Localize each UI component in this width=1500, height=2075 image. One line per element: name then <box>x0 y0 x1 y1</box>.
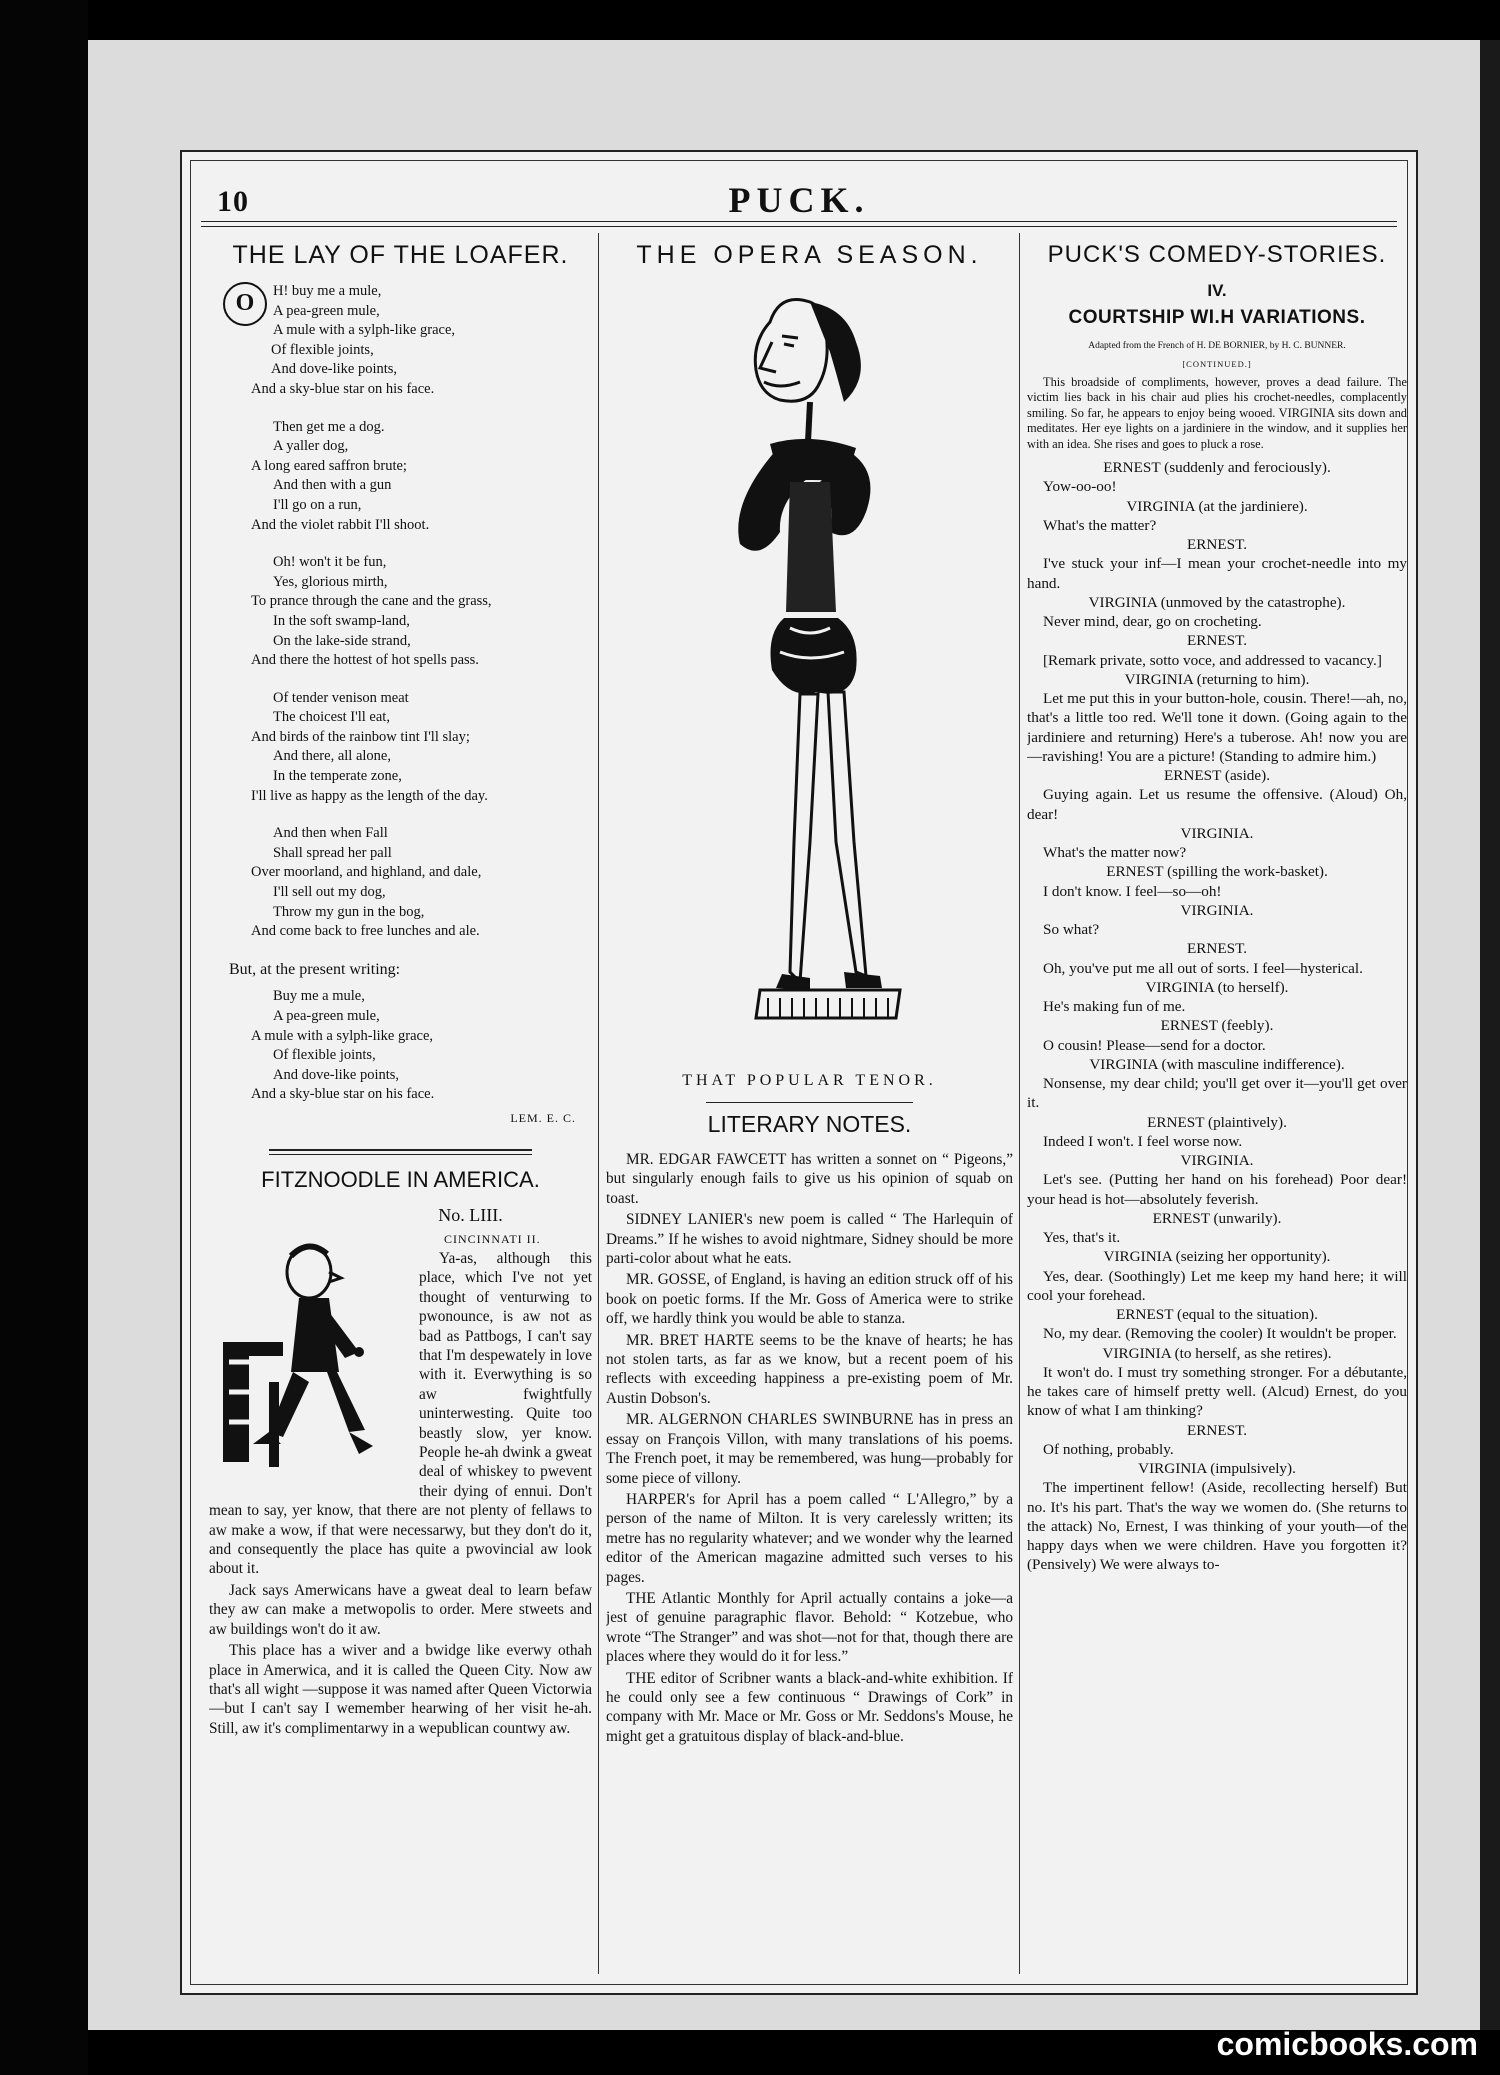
poem-interlude: But, at the present writing: <box>229 960 401 978</box>
note-paragraph: MR. EDGAR FAWCETT has written a sonnet on “ Pigeons,” but singularly enough fails to give us his opinion of squab on toast. <box>606 1151 1013 1207</box>
note-paragraph: MR. GOSSE, of England, is having an edition struck off of his book on poetic forms. If the Mr. Goss of America were to strike off, we hardly think you would be able to stanza. <box>606 1271 1013 1328</box>
poem-line: And dove-like points, <box>271 361 398 378</box>
poem-line: And come back to free lunches and ale. <box>251 923 480 940</box>
article-paragraph: This place has a wiver and a bwidge like everwy othah place in Amerwica, and it is called the Queen City. Now aw that's all wight —suppose it was named after Queen Victorwia —but I can't say I wemember hearwing of her visit he-ah. Still, aw it's complimentarwy in a wepublican countwy aw. <box>209 1642 592 1737</box>
note-paragraph: HARPER's for April has a poem called “ L'Allegro,” by a person of the name of Milton. It is very carelessly written; its metre has no regularity whatever; and we wonder why the learned editor of the American magazine admitted such verses to his pages. <box>606 1490 1013 1586</box>
column-divider <box>1019 233 1020 1974</box>
poem-line: In the temperate zone, <box>273 768 402 785</box>
poem-line: Buy me a mule, <box>273 988 365 1005</box>
dialogue-line: Indeed I won't. I feel worse now. <box>1043 1132 1243 1150</box>
dialogue-line: Yes, dear. (Soothingly) Let me keep my hand here; it will cool your forehead. <box>1027 1267 1407 1304</box>
poem-stanza <box>209 824 592 942</box>
dialogue-line: Guying again. Let us resume the offensive. (Aloud) Oh, dear! <box>1027 786 1407 823</box>
poem-line: And the violet rabbit I'll shoot. <box>251 516 430 533</box>
article-number: No. LIII. <box>438 1204 503 1225</box>
masthead: PUCK. <box>728 180 870 220</box>
poem <box>209 282 592 1129</box>
poem-line: And a sky-blue star on his face. <box>251 380 435 397</box>
speaker-cue: ERNEST (plaintively). <box>1147 1113 1287 1131</box>
dialogue-line: Never mind, dear, go on crocheting. <box>1043 613 1262 631</box>
dialogue-line: O cousin! Please—send for a doctor. <box>1043 1036 1266 1054</box>
poem-stanza <box>209 553 592 671</box>
poem-line: Yes, glorious mirth, <box>273 573 388 590</box>
note-paragraph: THE Atlantic Monthly for April actually contains a joke—a jest of genuine paragraphic flavor. Behold: “ Kotzebue, who wrote “The Stranger” and was shot—not for that, though there are places where they would do it for less.” <box>606 1589 1013 1666</box>
page-number: 10 <box>217 185 249 218</box>
column-left <box>209 233 592 1974</box>
illustration-caption: THAT POPULAR TENOR. <box>682 1072 937 1089</box>
dialogue-line: I've stuck your inf—I mean your crochet-needle into my hand. <box>1027 555 1407 592</box>
poem-line: A mule with a sylph-like grace, <box>273 322 456 339</box>
poem-line: H! buy me a mule, <box>273 283 382 299</box>
story-credit: Adapted from the French of H. DE BORNIER, by H. C. BUNNER. <box>1088 341 1346 351</box>
fitznoodle-illustration <box>209 1232 409 1482</box>
speaker-cue: ERNEST. <box>1186 940 1248 958</box>
dialogue-line: Nonsense, my dear child; you'll get over it—you'll get over it. <box>1027 1075 1407 1112</box>
watermark: comicbooks.com <box>1216 2026 1478 2062</box>
article-location: CINCINNATI II. <box>444 1231 541 1246</box>
section-rule <box>706 1102 913 1103</box>
stage-direction: This broadside of compliments, however, proves a dead failure. The victim lies back in his chair aud plies his crochet-needles, complacently smiling. So far, he appears to enjoy being wooed. VIRGINIA sits down and meditates. Her eye lights on a jardiniere in the window, and it supplies her with an idea. She rises and goes to pluck a rose. <box>1027 375 1407 451</box>
comedy-stories-title: PUCK'S COMEDY-STORIES. <box>1047 241 1387 268</box>
poem-line: And birds of the rainbow tint I'll slay; <box>251 728 470 745</box>
dialogue-line: Let me put this in your button-hole, cousin. There!—ah, no, that's a little too red. We'll tone it down. (Going again to the jardiniere and returning) Here's a tuberose. Ah! now you are —ravishing! You are a picture! (Standing to admire him.) <box>1027 690 1407 765</box>
note-paragraph: MR. BRET HARTE seems to be the knave of hearts; he has not stolen tarts, as far as we know, but a recent poem of his reflects with exceeding happiness a pre-existing poem of Mr. Austin Dobson's. <box>606 1331 1013 1407</box>
poem-line: I'll live as happy as the length of the day. <box>251 787 488 804</box>
poem-line: Shall spread her pall <box>273 844 392 861</box>
poem-line: The choicest I'll eat, <box>273 709 390 726</box>
speaker-cue: ERNEST. <box>1186 632 1248 650</box>
speaker-cue: VIRGINIA (to herself, as she retires). <box>1102 1344 1332 1362</box>
dialogue-line: What's the matter? <box>1043 516 1157 534</box>
scan-border <box>0 0 88 2075</box>
poem-line: Over moorland, and highland, and dale, <box>251 864 482 881</box>
tenor-caricature <box>660 282 960 1068</box>
speaker-cue: VIRGINIA (seizing her opportunity). <box>1103 1248 1331 1266</box>
speaker-cue: VIRGINIA (unmoved by the catastrophe). <box>1088 593 1346 611</box>
column-middle <box>606 233 1013 1974</box>
column-right <box>1027 233 1407 1974</box>
note-paragraph: THE editor of Scribner wants a black-and-white exhibition. If he could only see a few continuous “ Drawings of Cork” in company with Mr. Mace or Mr. Goss or Mr. Seddons's Mouse, he might get a gratuitous display of black-and-blue. <box>606 1669 1013 1745</box>
poem-line: A pea-green mule, <box>273 1008 380 1024</box>
poem-line: Of flexible joints, <box>273 1047 376 1064</box>
dialogue-line: The impertinent fellow! (Aside, recollecting herself) But no. It's his part. That's the way we women do. (She returns to the attack) No, Ernest, I was thinking of your youth—of the happy days when we were children. Have you forgotten it? (Pensively) We were always to- <box>1027 1479 1407 1574</box>
page-frame <box>190 160 1408 1985</box>
drop-cap: O <box>223 282 267 326</box>
poem-line: I'll sell out my dog, <box>273 884 386 901</box>
poem-line: In the soft swamp-land, <box>273 612 410 629</box>
story-number: IV. <box>1207 281 1227 300</box>
poem-title: THE LAY OF THE LOAFER. <box>232 241 569 269</box>
page-edge-shadow <box>1480 40 1500 2030</box>
dialogue-line: No, my dear. (Removing the cooler) It wouldn't be proper. <box>1043 1325 1397 1343</box>
opera-title: THE OPERA SEASON. <box>636 241 983 269</box>
header-rule <box>201 221 1397 227</box>
dialogue-line: He's making fun of me. <box>1043 998 1186 1016</box>
speaker-cue: ERNEST (spilling the work-basket). <box>1106 863 1328 881</box>
dialogue-line: Oh, you've put me all out of sorts. I feel—hysterical. <box>1043 959 1363 977</box>
column-divider <box>598 233 599 1974</box>
dialogue-line: [Remark private, sotto voce, and addressed to vacancy.] <box>1043 651 1382 669</box>
speaker-cue: VIRGINIA (returning to him). <box>1124 670 1310 688</box>
article-body <box>209 1230 592 1739</box>
poem-line: And then when Fall <box>273 825 388 842</box>
article-paragraph: Ya-as, although this place, which I've not yet thought of venturwing to pwonounce, is aw not as bad as Pattbogs, I can't say that I'm despewately in love with it. Everwything is so aw fwightfully uninterwesting. Quite too beastly slow, yer know. People he-ah dwink a gweat deal of whiskey to pwevent their dying of ennui. Don't mean to say, yer know, that there are not plenty of fellaws to aw make a wow, if that were necessarwy, but they don't do it, and consequently the place has quite a pwovincial aw look about it. <box>209 1249 592 1578</box>
poem-line: And dove-like points, <box>273 1066 400 1083</box>
poem-line: And there the hottest of hot spells pass. <box>251 652 479 669</box>
poem-line: Oh! won't it be fun, <box>273 554 387 571</box>
poem-line: To prance through the cane and the grass, <box>251 593 492 610</box>
poem-stanza <box>209 689 592 807</box>
speaker-cue: VIRGINIA. <box>1180 1152 1254 1170</box>
magazine-page <box>180 150 1418 1995</box>
literary-notes-title: LITERARY NOTES. <box>707 1111 912 1137</box>
speaker-cue: VIRGINIA (at the jardiniere). <box>1126 497 1308 515</box>
poem-line: A mule with a sylph-like grace, <box>251 1027 434 1044</box>
dialogue-line: Yes, that's it. <box>1043 1229 1121 1247</box>
speaker-cue: VIRGINIA (impulsively). <box>1138 1460 1296 1478</box>
dialogue-line: It won't do. I must try something stronger. For a débutante, he takes care of himself pretty well. (Alcud) Ernest, do you know of what I am thinking? <box>1027 1363 1407 1420</box>
speaker-cue: ERNEST (unwarily). <box>1152 1209 1282 1227</box>
speaker-cue: VIRGINIA. <box>1180 901 1254 919</box>
poem-line: I'll go on a run, <box>273 496 362 513</box>
speaker-cue: ERNEST. <box>1186 1421 1248 1439</box>
dialogue-line: Let's see. (Putting her hand on his forehead) Poor dear! your head is hot—absolutely feverish. <box>1027 1171 1407 1208</box>
poem-line: And a sky-blue star on his face. <box>251 1086 435 1103</box>
literary-notes-body <box>606 1150 1013 1746</box>
poem-stanza <box>209 418 592 536</box>
story-title: COURTSHIP WI.H VARIATIONS. <box>1068 307 1366 328</box>
dialogue-line: Yow-oo-oo! <box>1043 478 1117 496</box>
poem-stanza <box>209 987 592 1105</box>
dialogue-line: Of nothing, probably. <box>1043 1440 1174 1458</box>
dialogue-line: What's the matter now? <box>1043 844 1187 862</box>
speaker-cue: VIRGINIA. <box>1180 824 1254 842</box>
dialogue-line: So what? <box>1043 921 1100 939</box>
article-title: FITZNOODLE IN AMERICA. <box>261 1166 540 1192</box>
speaker-cue: ERNEST. <box>1186 536 1248 554</box>
poem-line: Then get me a dog. <box>273 418 385 435</box>
poem-signature: LEM. E. C. <box>510 1110 576 1125</box>
page-header <box>191 171 1407 223</box>
poem-stanza <box>209 282 592 400</box>
section-rule <box>269 1149 532 1155</box>
article-paragraph: Jack says Amerwicans have a gweat deal to learn befaw they aw can make a metwopolis to order. Mere stweets and aw buildings won't do it aw. <box>209 1581 592 1638</box>
poem-line: A pea-green mule, <box>273 302 380 319</box>
note-paragraph: MR. ALGERNON CHARLES SWINBURNE has in press an essay on François Villon, with many translations of his poems. The French poet, it may be remembered, was hung—probably for some piece of villony. <box>606 1411 1013 1487</box>
speaker-cue: ERNEST (suddenly and ferociously). <box>1103 459 1331 477</box>
note-paragraph: SIDNEY LANIER's new poem is called “ The Harlequin of Dreams.” If he wishes to avoid nightmare, Sidney should be more parti-color about what he eats. <box>606 1211 1013 1268</box>
speaker-cue: VIRGINIA (with masculine indifference). <box>1089 1055 1345 1073</box>
poem-line: Of flexible joints, <box>271 341 374 358</box>
poem-line: A yaller dog, <box>273 438 349 455</box>
poem-line: A long eared saffron brute; <box>251 457 407 474</box>
poem-line: On the lake-side strand, <box>273 632 411 649</box>
speaker-cue: ERNEST (aside). <box>1163 767 1271 785</box>
continued-label: [CONTINUED.] <box>1182 359 1252 369</box>
poem-line: Of tender venison meat <box>273 689 409 706</box>
speaker-cue: VIRGINIA (to herself). <box>1145 978 1289 996</box>
poem-line: And then with a gun <box>273 477 392 494</box>
dialogue <box>1027 458 1407 1575</box>
poem-line: And there, all alone, <box>273 748 391 765</box>
speaker-cue: ERNEST (equal to the situation). <box>1116 1306 1318 1324</box>
dialogue-line: I don't know. I feel—so—oh! <box>1043 882 1222 900</box>
speaker-cue: ERNEST (feebly). <box>1160 1017 1274 1035</box>
poem-line: Throw my gun in the bog, <box>273 903 425 920</box>
